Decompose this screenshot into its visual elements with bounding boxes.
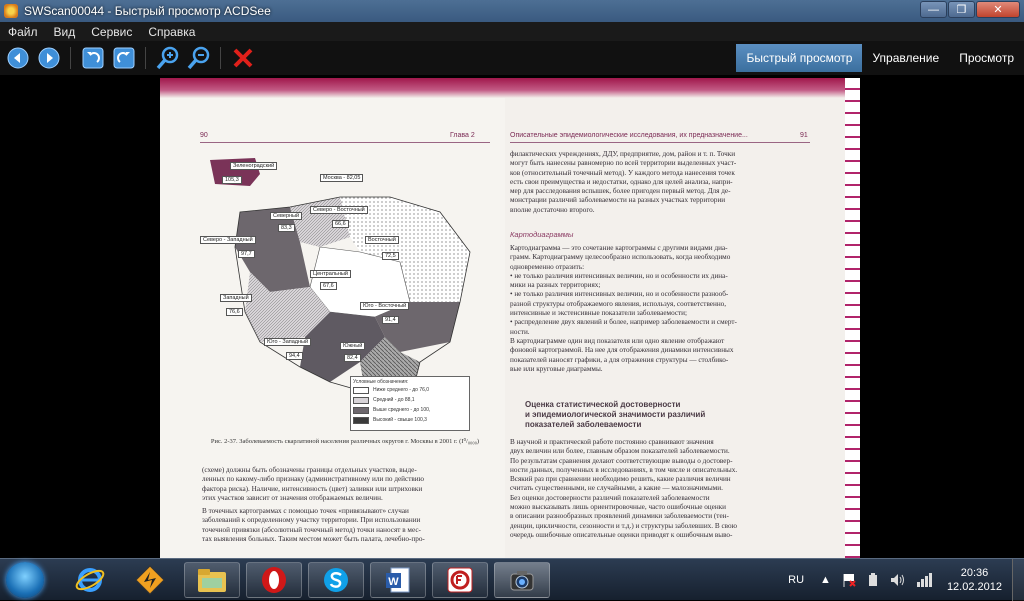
scanned-image xyxy=(160,78,860,558)
internet-explorer-icon xyxy=(74,564,106,596)
text-line: мер для расследования вспышек, более пригоден первый метод. Для де- xyxy=(510,187,731,196)
clock-date: 12.02.2012 xyxy=(946,581,1002,593)
text-line: (схеме) должны быть обозначены границы отдельных участков, выде- xyxy=(202,466,417,474)
zoom-out-icon xyxy=(187,46,211,70)
delete-button[interactable] xyxy=(230,45,256,71)
text-line: очередь ошибочные описательные оценки приводят к ошибочным выво- xyxy=(510,530,733,539)
clock-time: 20:36 xyxy=(960,567,989,579)
text-line: вые или круговые диаграммы. xyxy=(510,364,603,373)
legend-item: Выше среднего - до 100, xyxy=(373,407,431,413)
text-line: филактических учреждениях, ДДУ, предприятие, дом, район и т. п. Точки xyxy=(510,150,736,158)
map-value-south-east: 91,4 xyxy=(382,316,399,324)
zoom-out-button[interactable] xyxy=(186,45,212,71)
svg-text:W: W xyxy=(388,576,399,588)
right-body-text-2 xyxy=(510,244,810,374)
text-line: В точечных картограммах с помощью точек «привязывают» случаи xyxy=(202,507,409,516)
text-line: грамм. Картодиаграмму целесообразно использовать, когда необходимо xyxy=(510,253,731,262)
tab-view[interactable]: Просмотр xyxy=(959,51,1014,65)
taskbar xyxy=(0,558,1024,600)
text-line: фактора риска). Наличие, интенсивность (цвет) заливки или штриховки xyxy=(202,484,423,493)
window-controls xyxy=(919,1,1020,18)
scan-edge xyxy=(160,78,860,98)
right-body-text-3 xyxy=(510,438,810,540)
mode-tabs xyxy=(736,44,1024,72)
text-line: показателей наносят графики, а для отражения структуры — столбико- xyxy=(510,355,729,364)
taskbar-file-explorer[interactable] xyxy=(184,562,240,598)
menu-help[interactable]: Справка xyxy=(148,24,196,39)
zoom-in-icon xyxy=(156,46,180,70)
system-tray xyxy=(778,559,1024,601)
text-line: Всякий раз при сравнении необходимо решить, какие различия величин xyxy=(510,475,731,484)
text-line: тах выявления больных. Таким местом может быть палата, лечебно-про- xyxy=(202,535,425,544)
acdsee-icon xyxy=(507,565,537,595)
map-label-north-east: Северо - Восточный xyxy=(310,206,368,214)
map-value-north-west: 97,7 xyxy=(238,250,255,258)
text-line: двух величин или более, главным образом показателей заболеваемости. xyxy=(510,447,730,456)
heading-line: и эпидемиологической значимости различий xyxy=(525,410,706,419)
close-button[interactable]: ✕ xyxy=(976,1,1020,18)
text-line: заболеваний к определенному участку территории. При использовании xyxy=(202,516,421,525)
opera-icon xyxy=(259,565,289,595)
rotate-left-button[interactable] xyxy=(80,45,106,71)
right-page-number: 91 xyxy=(800,132,808,139)
text-line: • не только различия интенсивных величин, но и особенности их дина- xyxy=(510,271,728,280)
toolbar xyxy=(0,41,1024,75)
header-rule xyxy=(200,142,490,143)
tab-quick-view[interactable]: Быстрый просмотр xyxy=(736,44,862,72)
map-value-zelenograd: 105,3 xyxy=(222,176,242,184)
legend-title: Условные обозначения: xyxy=(353,379,409,385)
rotate-right-icon xyxy=(113,47,135,69)
text-line: • не только различия интенсивных величин, но и особенности разнооб- xyxy=(510,290,729,299)
taskbar-acdsee[interactable] xyxy=(494,562,550,598)
left-chapter: Глава 2 xyxy=(450,132,475,139)
toolbar-separator xyxy=(145,47,146,69)
text-line: мики на разных территориях; xyxy=(510,281,601,290)
legend-item: Средний - до 88,1 xyxy=(373,397,415,403)
text-line: Без оценки достоверности различий показателей заболеваемости xyxy=(510,493,710,502)
text-line: ности данных, полученных в исследованиях, в том числе и описательных. xyxy=(510,465,738,474)
header-rule xyxy=(510,142,810,143)
map-value-north: 83,3 xyxy=(278,224,295,232)
menu-tools[interactable]: Сервис xyxy=(91,24,133,39)
map-label-zelenograd: Зеленоградский xyxy=(230,162,277,170)
text-line: В научной и практической работе постоянно сравнивают значения xyxy=(510,438,714,446)
right-body-text-1 xyxy=(510,150,810,215)
scan-right-edge xyxy=(845,78,860,558)
text-line: ков (относительный точечный метод). У каждого метода нанесения точек xyxy=(510,168,735,177)
map-label-south-west: Юго - Западный xyxy=(264,338,311,346)
map-label-east: Восточный xyxy=(365,236,399,244)
window-title: SWScan00044 - Быстрый просмотр ACDSee xyxy=(24,4,271,18)
back-icon xyxy=(7,47,29,69)
forward-icon xyxy=(38,47,60,69)
right-page xyxy=(505,98,845,558)
show-hidden-icons[interactable]: ▲ xyxy=(820,574,831,586)
skype-icon xyxy=(321,565,351,595)
taskbar-abbyy[interactable] xyxy=(432,562,488,598)
zoom-in-button[interactable] xyxy=(155,45,181,71)
legend-item: Ниже среднего - до 76,0 xyxy=(373,387,430,393)
rotate-left-icon xyxy=(82,47,104,69)
subheading-cartodiagrams: Картодиаграммы xyxy=(510,230,574,239)
map-label-north: Северный xyxy=(270,212,302,220)
network-icon[interactable] xyxy=(915,572,933,588)
text-line: считать существенными, не случайными, а какие — малозначимыми. xyxy=(510,484,723,493)
text-line: • распределение двух явлений и более, например заболеваемости и смерт- xyxy=(510,318,737,327)
show-desktop-button[interactable] xyxy=(1012,559,1024,601)
text-line: Картодиаграмма — это сочетание картограммы с другими видами диа- xyxy=(510,244,728,252)
text-line: есть свои преимущества и недостатки, однако для целей анализа, напри- xyxy=(510,177,733,186)
text-line: одновременно отразить: xyxy=(510,262,585,271)
left-page xyxy=(160,98,505,558)
text-line: ности. xyxy=(510,327,530,336)
text-line: этих участков зависит от значения отображаемых величин. xyxy=(202,493,383,502)
file-explorer-icon xyxy=(196,566,228,594)
map-label-central: Центральный xyxy=(310,270,351,278)
map-label-moscow: Москва - 82,05 xyxy=(320,174,363,182)
clock[interactable] xyxy=(937,566,1012,594)
text-line: в описании разнообразных проявлений динамики заболеваемости (тен- xyxy=(510,512,729,521)
delete-icon xyxy=(232,47,254,69)
text-line: интенсивные и экстенсивные показатели заболеваемости; xyxy=(510,309,688,318)
text-line: вполне достаточно второго. xyxy=(510,205,595,214)
map-label-north-west: Северо - Западный xyxy=(200,236,256,244)
text-line: точечной привязки (абсолютный точечный метод) точки наносят в мес- xyxy=(202,525,421,534)
section-heading xyxy=(525,400,815,430)
menu-bar xyxy=(0,22,1024,41)
right-header: Описательные эпидемиологические исследования, их предназначение... xyxy=(510,132,748,139)
abbyy-icon xyxy=(445,565,475,595)
legend-row xyxy=(353,415,467,425)
legend-row xyxy=(353,395,467,405)
map-legend xyxy=(350,376,470,431)
legend-row xyxy=(353,385,467,395)
power-icon[interactable] xyxy=(865,572,881,588)
word-icon xyxy=(383,565,413,595)
taskbar-winamp[interactable] xyxy=(122,562,178,598)
back-button[interactable] xyxy=(5,45,31,71)
winamp-icon xyxy=(134,564,166,596)
language-indicator[interactable]: RU xyxy=(788,574,805,586)
title-bar xyxy=(0,0,1024,22)
toolbar-separator xyxy=(70,47,71,69)
left-body-text xyxy=(202,466,492,544)
figure-caption: Рис. 2-37. Заболеваемость скарлатиной населения различных округов г. Москвы в 2001 г. (I⁰/₀₀₀₀) xyxy=(210,438,480,445)
maximize-button[interactable]: ❐ xyxy=(948,1,975,18)
text-line: денции, цикличности, сезонности и т.д.) и структуры заболевших. В свою xyxy=(510,521,737,530)
image-viewer[interactable] xyxy=(0,75,1024,558)
legend-item: Высокий - свыше 100,3 xyxy=(373,417,427,423)
map-value-south: 82,4 xyxy=(344,354,361,362)
map-value-west: 76,6 xyxy=(226,308,243,316)
text-line: ленных по какому-либо признаку (административному или по действию xyxy=(202,475,424,484)
minimize-button[interactable]: — xyxy=(920,1,947,18)
text-line: фоновой картограммой. На нее для отображения динамики интенсивных xyxy=(510,346,734,355)
menu-file[interactable]: Файл xyxy=(8,24,38,39)
taskbar-word[interactable] xyxy=(370,562,426,598)
map-value-north-east: 66,6 xyxy=(332,220,349,228)
text-line: разной структуры отображаемого явления, используя, соответственно, xyxy=(510,299,727,308)
map-value-east: 72,5 xyxy=(382,252,399,260)
heading-line: показателей заболеваемости xyxy=(525,420,642,429)
rotate-right-button[interactable] xyxy=(111,45,137,71)
taskbar-opera[interactable] xyxy=(246,562,302,598)
text-line: монстрации различий заболеваемости на разных участках территории xyxy=(510,196,726,205)
forward-button[interactable] xyxy=(36,45,62,71)
taskbar-internet-explorer[interactable] xyxy=(62,562,118,598)
acdsee-app-icon xyxy=(4,4,18,18)
menu-view[interactable]: Вид xyxy=(53,24,76,39)
heading-line: Оценка статистической достоверности xyxy=(525,400,681,409)
start-button[interactable] xyxy=(6,562,44,598)
map-label-south-east: Юго - Восточный xyxy=(360,302,409,310)
text-line: можно высказывать лишь ориентировочные, часто ошибочные оценки xyxy=(510,503,727,512)
tab-manage[interactable]: Управление xyxy=(872,51,940,65)
text-line: По результатам сравнения делают соответствующие выводы о достовер- xyxy=(510,456,733,465)
map-label-west: Западный xyxy=(220,294,252,302)
flag-icon[interactable] xyxy=(841,572,857,588)
text-line: могут быть нанесены равномерно по всей территории выделенных участ- xyxy=(510,159,737,168)
map-value-south-west: 94,4 xyxy=(286,352,303,360)
taskbar-skype[interactable] xyxy=(308,562,364,598)
map-label-south: Южный xyxy=(340,342,365,350)
toolbar-separator xyxy=(220,47,221,69)
legend-row xyxy=(353,405,467,415)
left-page-number: 90 xyxy=(200,132,208,139)
volume-icon[interactable] xyxy=(889,572,907,588)
text-line: В картодиаграмме один вид показателя или одно явление отображают xyxy=(510,336,725,345)
map-value-central: 67,6 xyxy=(320,282,337,290)
